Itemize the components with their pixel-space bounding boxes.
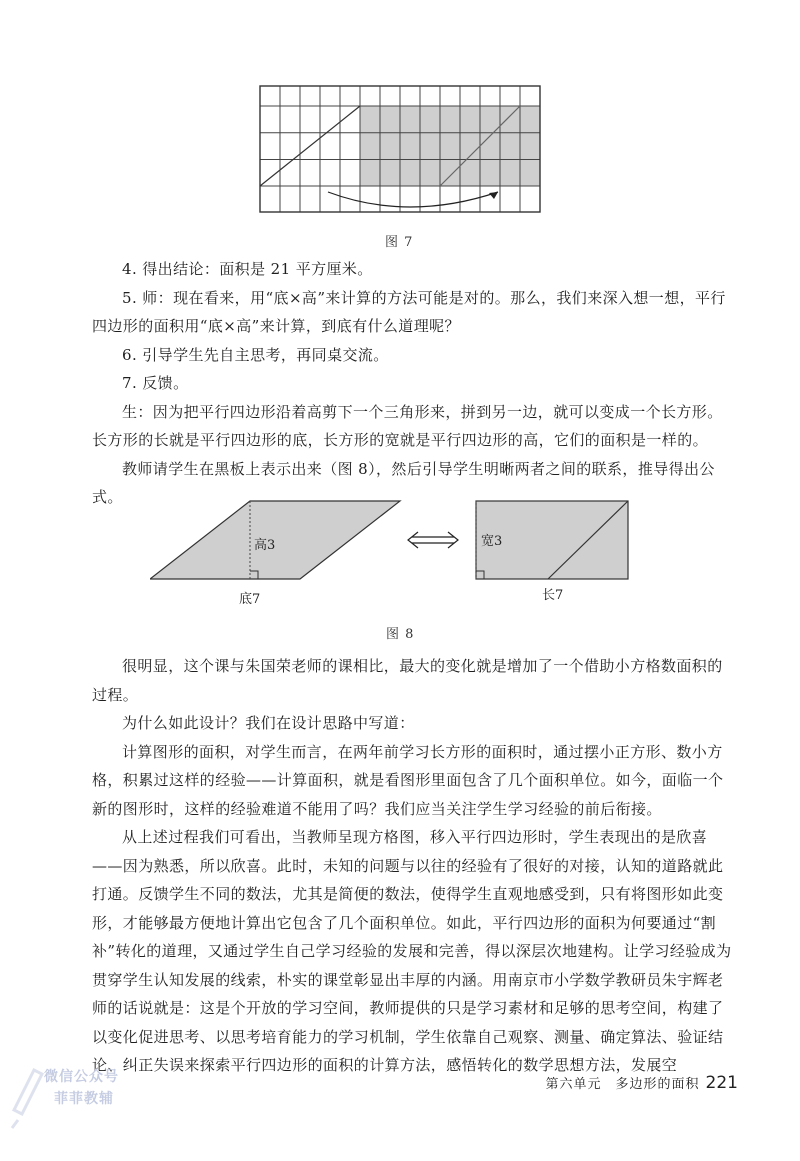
paragraph: 计算图形的面积，对学生而言，在两年前学习长方形的面积时，通过摆小正方形、数小方格，积累过这样的经验——计算面积，就是看图形里面包含了几个面积单位。如今，面临一个新的图形时，这样的经验难道不能用了吗？我们应当关注学生学习经验的前后衔接。 (92, 742, 724, 818)
parallelogram-height-label: 高3 (254, 538, 276, 553)
cut-triangle-edge (260, 106, 360, 186)
paragraph: 5. 师：现在看来，用“底×高”来计算的方法可能是对的。那么，我们来深入想一想，平行四边形的面积用“底×高”来计算，到底有什么道理呢？ (92, 288, 726, 335)
page-number: 221 (705, 1073, 738, 1093)
text-block-1 (92, 255, 732, 512)
watermark-line-2: 菲菲教辅 (54, 1091, 114, 1107)
move-arrow (328, 192, 498, 207)
rectangle-length-label: 长7 (542, 588, 564, 603)
double-arrow (408, 532, 458, 548)
paragraph: 教师请学生在黑板上表示出来（图 8），然后引导学生明晰两者之间的联系，推导得出公式。 (92, 459, 715, 506)
paragraph: 生：因为把平行四边形沿着高剪下一个三角形来，拼到另一边，就可以变成一个长方形。长方形的长就是平行四边形的底，长方形的宽就是平行四边形的高，它们的面积是一样的。 (92, 402, 723, 449)
paragraph: 7. 反馈。 (122, 374, 189, 392)
paragraph: 很明显，这个课与朱国荣老师的课相比，最大的变化就是增加了一个借助小方格数面积的过程。 (92, 657, 723, 704)
text-block-2 (92, 652, 732, 1080)
unit-title: 第六单元 多边形的面积 (545, 1077, 700, 1092)
paragraph: 从上述过程我们可看出，当教师呈现方格图，移入平行四边形时，学生表现出的是欣喜——因为熟悉，所以欣喜。此时，未知的问题与以往的经验有了很好的对接，认知的道路就此打通。反馈学生不同的数法，尤其是简便的数法，使得学生直观地感受到，只有将图形如此变形，才能够最方便地计算出它包含了几个面积单位。如此，平行四边形的面积为何要通过“割补”转化的道理，又通过学生自己学习经验的发展和完善，得以深层次地建构。让学习经验成为贯穿学生认知发展的线索，朴实的课堂彰显出丰厚的内涵。用南京市小学数学教研员朱宇辉老师的话说就是：这是个开放的学习空间，教师提供的只是学习素材和足够的思考空间，构建了以变化促进思考、以思考培育能力的学习机制，学生依靠自己观察、测量、确定算法、验证结论、纠正失误来探索平行四边形的面积的计算方法，感悟转化的数学思想方法，发展空 (92, 828, 732, 1074)
rectangle-width-label: 宽3 (481, 534, 503, 549)
paragraph: 4. 得出结论：面积是 21 平方厘米。 (122, 260, 373, 278)
paragraph: 为什么如此设计？我们在设计思路中写道： (122, 714, 415, 732)
figure-7-caption: 图 7 (385, 235, 414, 250)
paragraph: 6. 引导学生先自主思考，再同桌交流。 (122, 345, 389, 364)
parallelogram-base-label: 底7 (239, 592, 261, 607)
figure-8-caption: 图 8 (386, 627, 415, 642)
shaded-rectangle (360, 106, 540, 186)
figure-8-diagram (150, 499, 670, 611)
page-footer (546, 1073, 738, 1093)
watermark-line-1: 微信公众号 (44, 1069, 119, 1085)
move-arrow-head (489, 192, 498, 199)
figure-7-grid-diagram (258, 80, 548, 220)
